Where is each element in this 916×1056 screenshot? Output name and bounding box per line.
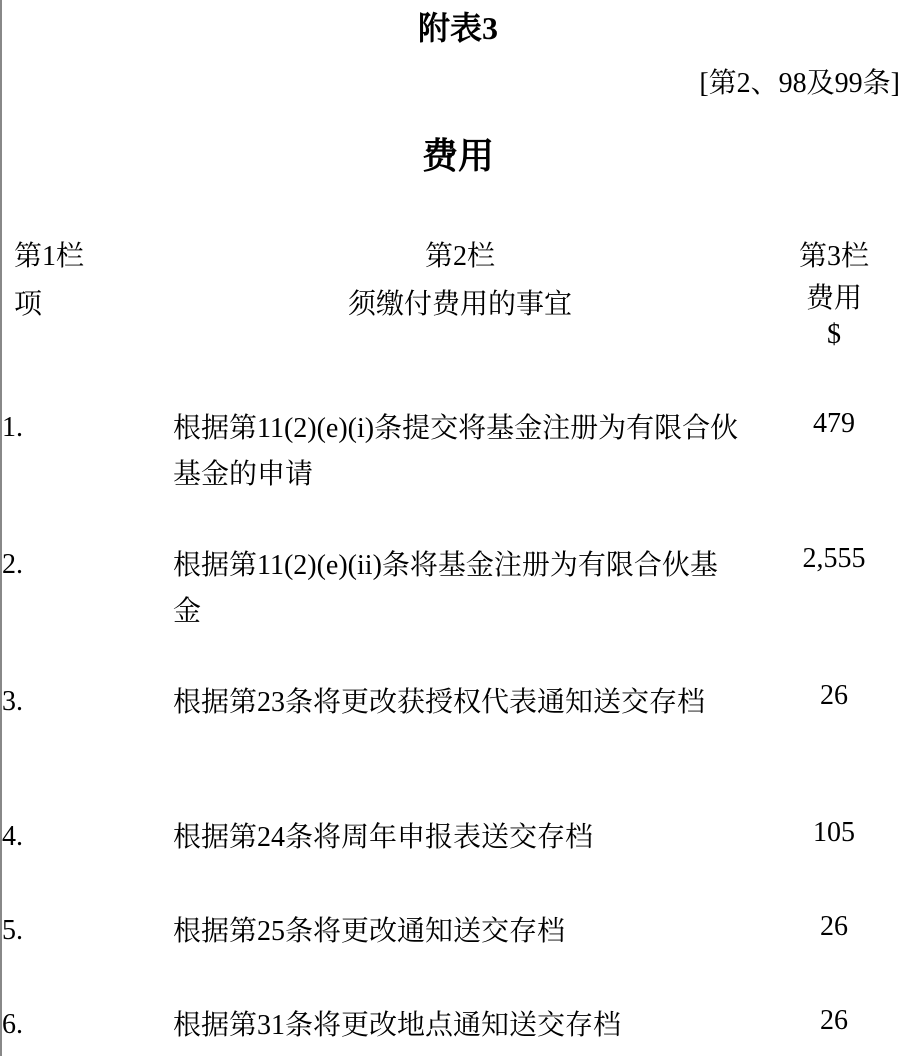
row-fee: 105 <box>813 817 855 848</box>
row-matter: 根据第23条将更改获授权代表通知送交存档 <box>173 687 706 718</box>
row-item-number: 6. <box>2 1009 23 1040</box>
column-3-label: 费用 <box>805 283 862 314</box>
row-matter: 根据第11(2)(e)(i)条提交将基金注册为有限合伙基金的申请 <box>173 413 739 490</box>
column-2-label: 须缴付费用的事宜 <box>347 289 572 320</box>
row-fee: 26 <box>820 680 848 711</box>
row-item-number: 1. <box>2 412 23 443</box>
column-3-header <box>770 233 898 353</box>
column-1-header <box>14 233 134 329</box>
column-1-label: 项 <box>14 289 43 320</box>
row-item-number: 3. <box>2 686 23 717</box>
row-fee: 26 <box>820 1005 848 1036</box>
row-matter: 根据第24条将周年申报表送交存档 <box>173 822 594 853</box>
schedule-title: 附表3 <box>417 10 498 46</box>
section-reference: [第2、98及99条] <box>699 68 900 99</box>
column-2-name: 第2栏 <box>424 241 495 272</box>
column-1-name: 第1栏 <box>14 241 85 272</box>
row-matter: 根据第31条将更改地点通知送交存档 <box>173 1010 622 1041</box>
column-2-header <box>300 233 620 329</box>
row-fee: 479 <box>813 408 855 439</box>
row-matter: 根据第25条将更改通知送交存档 <box>173 916 566 947</box>
column-3-unit: $ <box>827 319 841 350</box>
row-item-number: 2. <box>2 549 23 580</box>
row-item-number: 5. <box>2 915 23 946</box>
fees-heading: 费用 <box>421 136 494 176</box>
column-3-name: 第3栏 <box>798 241 869 272</box>
row-item-number: 4. <box>2 821 23 852</box>
row-fee: 26 <box>820 911 848 942</box>
row-fee: 2,555 <box>802 543 866 574</box>
row-matter: 根据第11(2)(e)(ii)条将基金注册为有限合伙基金 <box>173 550 718 627</box>
